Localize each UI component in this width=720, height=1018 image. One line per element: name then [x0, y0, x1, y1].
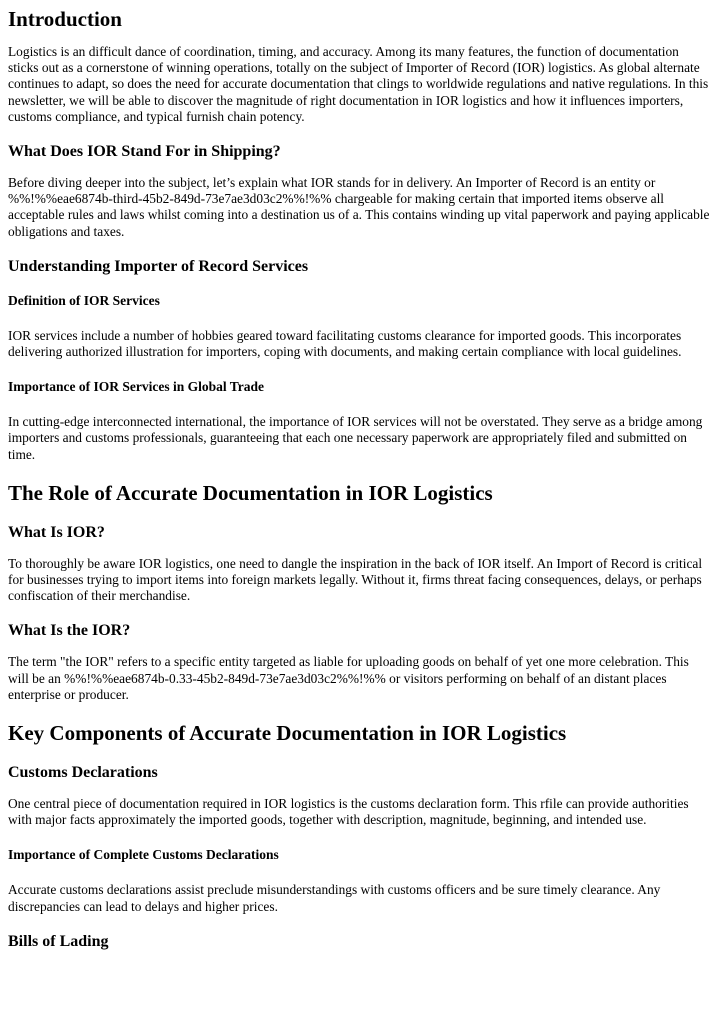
intro-heading: Introduction — [8, 7, 122, 31]
ior-stand-paragraph: Before diving deeper into the subject, let’s explain what IOR stands for in delivery. An Importer of Record is an entity or %%!%%eae6874b-third-45b2-849d-73e7ae3d03c2%%!%% chargeable for making certain that imported items observe all acceptable rules and laws whilst coming into a destination us of a. This contains winding up vital paperwork and paying applicable obligations and taxes. — [8, 175, 710, 239]
understanding-heading: Understanding Importer of Record Services — [8, 257, 309, 275]
customs-declarations-paragraph: One central piece of documentation required in IOR logistics is the customs declaration form. This rfile can provide authorities with major facts approximately the imported goods, together with description, magnitude, beginning, and intended use. — [8, 796, 689, 828]
importance-paragraph: In cutting-edge interconnected international, the importance of IOR services will not be overstated. They serve as a bridge among importers and customs professionals, guaranteeing that each one necessary paperwork are appropriately filed and submitted on time. — [8, 414, 703, 462]
what-is-ior-paragraph: To thoroughly be aware IOR logistics, one need to dangle the inspiration in the back of IOR itself. An Import of Record is critical for businesses trying to import items into foreign markets legally. Without it, firms threat facing consequences, delays, or perhaps confiscation of their merchandise. — [8, 555, 703, 604]
complete-declarations-paragraph: Accurate customs declarations assist preclude misunderstandings with customs officers and be sure timely clearance. Any discrepancies can lead to delays and higher prices. — [8, 882, 661, 914]
importance-heading: Importance of IOR Services in Global Trade — [8, 379, 264, 395]
complete-declarations-heading: Importance of Complete Customs Declarations — [8, 847, 279, 863]
what-is-ior-heading: What Is IOR? — [8, 523, 105, 541]
definition-heading: Definition of IOR Services — [8, 292, 160, 308]
customs-declarations-heading: Customs Declarations — [8, 764, 158, 782]
key-components-heading: Key Components of Accurate Documentation in IOR Logistics — [8, 721, 567, 746]
what-is-the-ior-paragraph: The term "the IOR" refers to a specific entity targeted as liable for uploading goods on behalf of yet one more celebration. This will be an %%!%%eae6874b-0.33-45b2-849d-73e7ae3d03c2%%!%% or visitors performing on behalf of an distant places enterprise or producer. — [8, 654, 689, 702]
intro-paragraph: Logistics is an difficult dance of coordination, timing, and accuracy. Among its many features, the function of documentation sticks out as a cornerstone of winning operations, totally on the subject of Importer of Record (IOR) logistics. As global alternate continues to adapt, so does the need for accurate documentation that clings to worldwide regulations and native regulations. In this newsletter, we will be able to discover the magnitude of right documentation in IOR logistics and how it influences importers, customs compliance, and typical furnish chain potency. — [8, 44, 709, 124]
what-is-the-ior-heading: What Is the IOR? — [8, 622, 131, 640]
role-heading: The Role of Accurate Documentation in IOR Logistics — [8, 480, 493, 505]
bills-of-lading-heading: Bills of Lading — [8, 932, 109, 950]
ior-stand-heading: What Does IOR Stand For in Shipping? — [8, 143, 281, 161]
definition-paragraph: IOR services include a number of hobbies geared toward facilitating customs clearance for imported goods. This incorporates delivering authorized illustration for importers, coping with documents, and making certain compliance with local guidelines. — [8, 327, 682, 360]
